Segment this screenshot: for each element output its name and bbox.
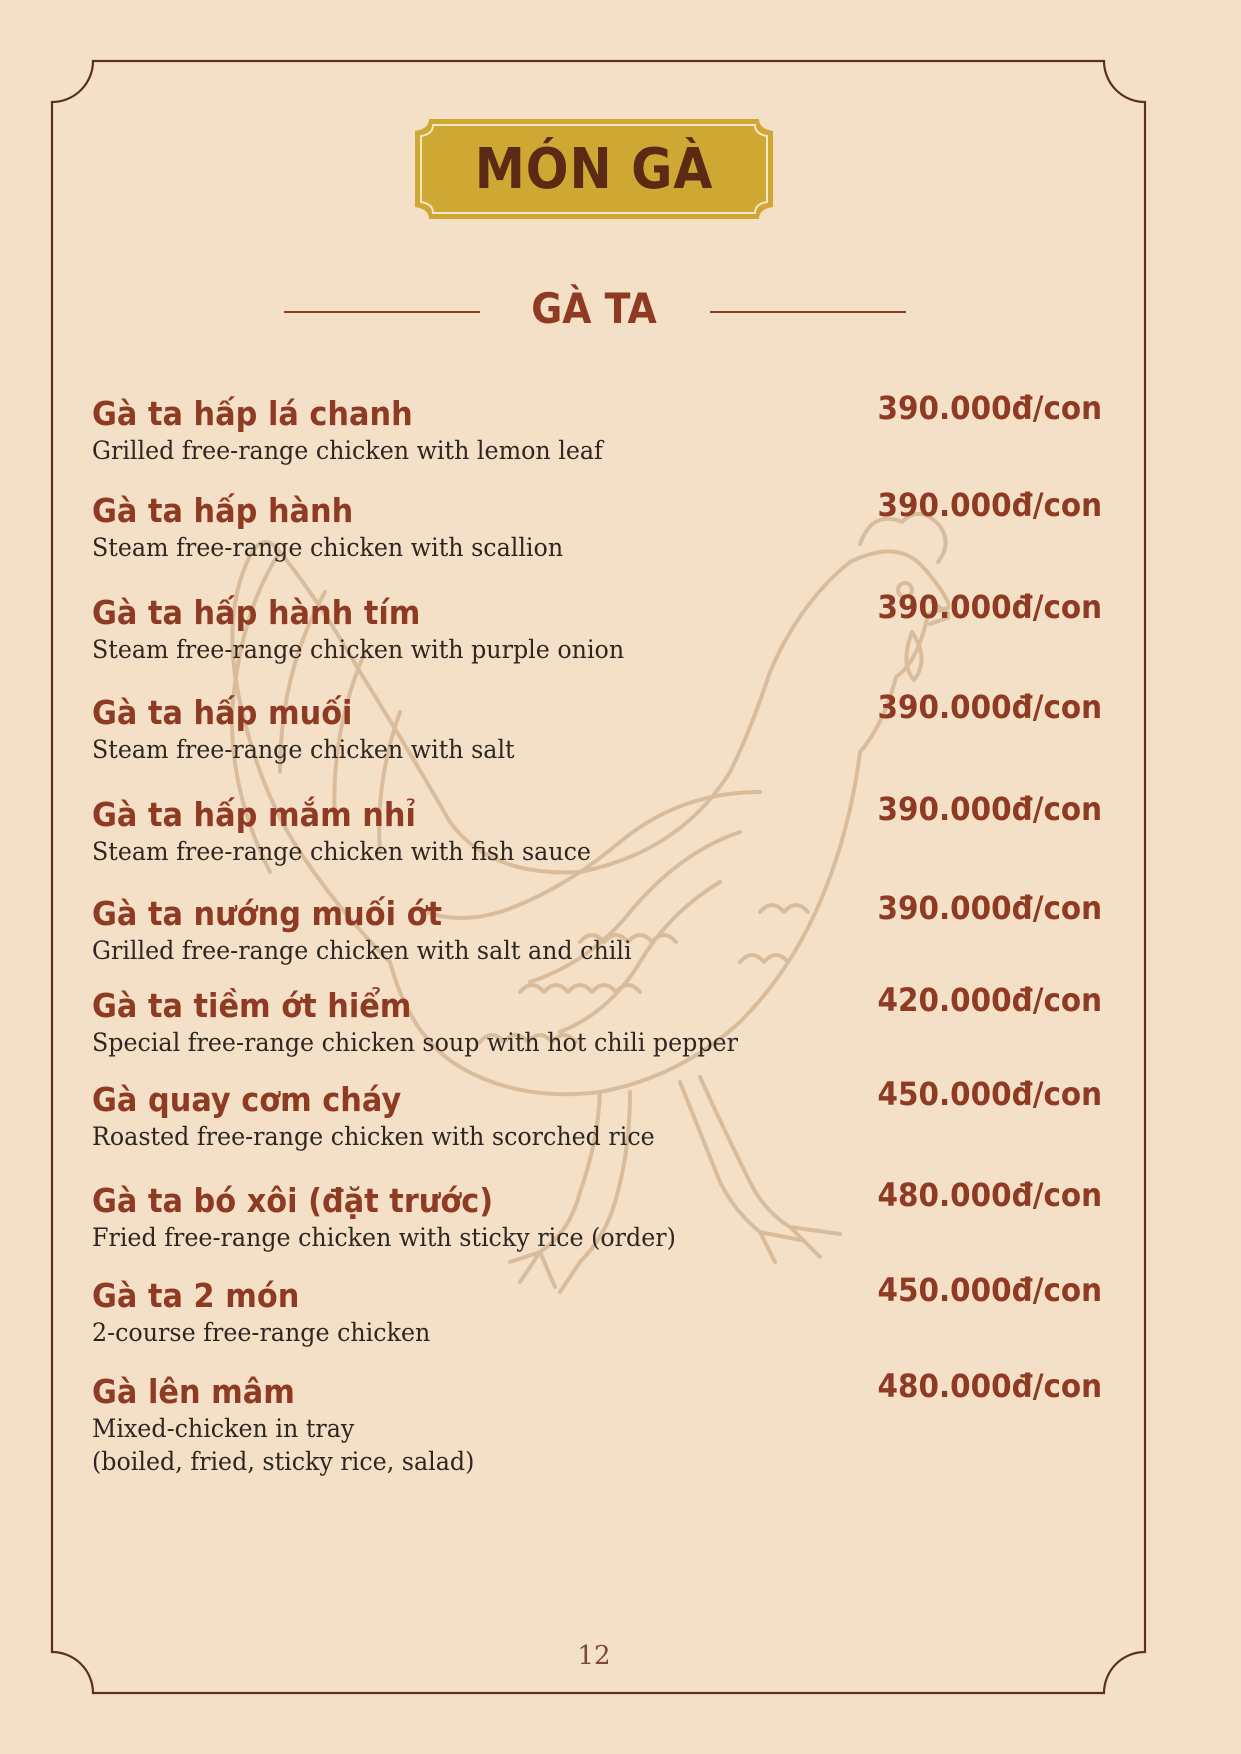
menu-item: [92, 1367, 1102, 1478]
item-name: Gà lên mâm: [92, 1372, 295, 1411]
page-title: MÓN GÀ: [474, 136, 714, 202]
item-description: Mixed-chicken in tray: [92, 1414, 355, 1443]
item-price: 390.000đ/con: [877, 688, 1102, 726]
item-description: Grilled free-range chicken with salt and chili: [92, 936, 632, 965]
menu-item: [92, 981, 1102, 1059]
item-price: 390.000đ/con: [877, 588, 1102, 626]
menu-item: [92, 486, 1102, 564]
page-number: 12: [577, 1641, 611, 1671]
item-description-line2: (boiled, fried, sticky rice, salad): [92, 1447, 475, 1476]
item-price: 480.000đ/con: [877, 1367, 1102, 1405]
item-price: 450.000đ/con: [877, 1271, 1102, 1309]
item-description: Special free-range chicken soup with hot chili pepper: [92, 1028, 738, 1057]
menu-item: [92, 889, 1102, 967]
item-description: Fried free-range chicken with sticky rice (order): [92, 1223, 676, 1252]
item-name: Gà ta hấp lá chanh: [92, 394, 413, 433]
item-price: 390.000đ/con: [877, 389, 1102, 427]
item-price: 450.000đ/con: [877, 1075, 1102, 1113]
item-price: 420.000đ/con: [877, 981, 1102, 1019]
item-description: Grilled free-range chicken with lemon leaf: [92, 436, 603, 465]
menu-item: [92, 1271, 1102, 1349]
item-price: 390.000đ/con: [877, 889, 1102, 927]
item-name: Gà ta tiềm ớt hiểm: [92, 986, 412, 1025]
menu-item: [92, 688, 1102, 766]
section-rule-right: [710, 311, 906, 313]
item-name: Gà ta bó xôi (đặt trước): [92, 1181, 494, 1220]
item-price: 390.000đ/con: [877, 486, 1102, 524]
item-price: 390.000đ/con: [877, 790, 1102, 828]
item-description: Roasted free-range chicken with scorched rice: [92, 1122, 655, 1151]
menu-item: [92, 790, 1102, 868]
item-description: Steam free-range chicken with fish sauce: [92, 837, 591, 866]
item-name: Gà ta hấp hành: [92, 491, 354, 530]
item-name: Gà ta hấp mắm nhỉ: [92, 795, 416, 834]
menu-item: [92, 1176, 1102, 1254]
menu-item: [92, 389, 1102, 467]
item-name: Gà ta hấp hành tím: [92, 593, 421, 632]
section-title: GÀ TA: [531, 284, 657, 333]
item-description: Steam free-range chicken with salt: [92, 735, 515, 764]
menu-item: [92, 588, 1102, 666]
item-name: Gà ta 2 món: [92, 1276, 300, 1315]
item-price: 480.000đ/con: [877, 1176, 1102, 1214]
item-description: Steam free-range chicken with purple onion: [92, 635, 625, 664]
item-name: Gà ta hấp muối: [92, 693, 353, 732]
menu-item: [92, 1075, 1102, 1153]
item-name: Gà ta nướng muối ớt: [92, 894, 443, 933]
item-description: 2-course free-range chicken: [92, 1318, 431, 1347]
item-name: Gà quay cơm cháy: [92, 1080, 402, 1119]
item-description: Steam free-range chicken with scallion: [92, 533, 564, 562]
